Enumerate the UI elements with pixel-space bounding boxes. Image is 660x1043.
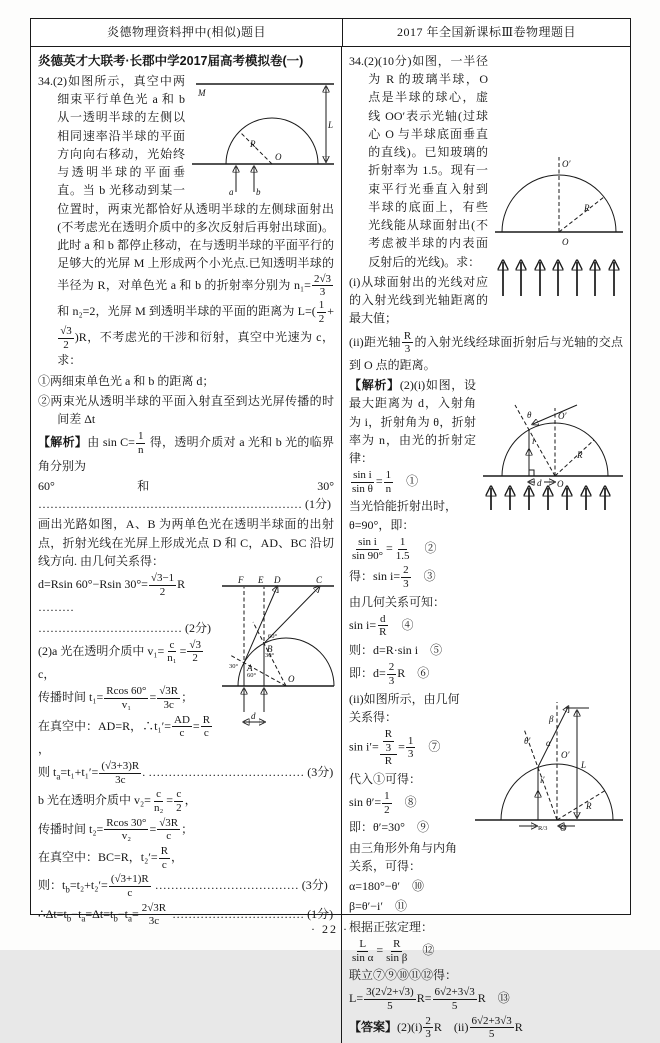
label-O-prime: O′ (562, 159, 571, 169)
right-solution-line: sin θ′= $\frac{1}{2}$ ⑧ (349, 790, 417, 816)
right-solution-line: 由几何关系可知： (349, 594, 446, 609)
left-solution-line: 在真空中：BC=R，t₂′= $\frac{R}{c}$ ， (38, 844, 184, 871)
left-solution-line: 则：$t_b=t_2+t_2'=$ $\frac{(√3+1)R}{c}$ ……………………………… (3分) (38, 873, 328, 899)
left-problem-text: M R O a b L 34.(2)如图所示，真空中两细束平行单色光 a 和 b 从一透明半球的左侧以相同速率沿半球的平面方向向右移动，光始终与透明半球的平面垂直。当 b 光移动到某一位置时，两束光都恰好从透明半球的左侧球面射出(不考虑光在透明介质中的多次反射后再射出球面)。此时 a 和 b 都停止移动，在与透明半球的平面平行的足够大的光屏 M 上形成两个小光点.已知透明半球的半径为 R，对单色光 a 和 b 的折射率分别为 n₁= $\frac{2√3}{3}$ 和 n₂=2，光屏 M 到透明半球的平面的距离为 L=( $\frac{1}{2}$ + $\frac{√3}{2}$ )R，不考虑光的干涉和衍射，真空中光速为 c，求： (38, 74, 334, 368)
right-solution-line: 得：sin i= $\frac{2}{3}$ ③ (349, 564, 436, 590)
label-R-over-3: R/3 (538, 824, 548, 832)
right-solution-line: 联立⑦⑨⑩⑪⑫得： (349, 968, 458, 983)
ray-path-diagram (222, 574, 334, 730)
right-solution-line: α=180°−θ′ ⑩ (349, 879, 424, 894)
label-O: O (560, 822, 567, 833)
right-solution-line: 则：d=R·sin i ⑤ (349, 643, 443, 658)
label-angle-30b: 30° (265, 652, 275, 660)
label-B: B (267, 644, 273, 655)
incident-light-arrows (503, 262, 614, 296)
right-angle-mark (529, 470, 534, 476)
label-i-prime: i′ (540, 774, 545, 785)
refraction-crossing-diagram (475, 692, 623, 858)
label-O-prime: O′ (561, 749, 570, 760)
right-solution-figure-2 (475, 692, 623, 858)
label-O: O (562, 237, 569, 247)
right-solution-line: 由三角形外角与内角关系，可得： (349, 840, 458, 873)
right-solution-line: 即：θ′=30° ⑨ (349, 820, 429, 835)
label-d: d (537, 478, 542, 489)
right-problem-figure (495, 54, 623, 302)
right-solution-line: $\frac{\text{sin i}}{\text{sin θ}}$ = $\frac{1}{n}$ ① (352, 469, 419, 495)
left-solution-line: F E D C A B O 30° 60° 60° 30° d d=Rsin 60°−Rsin 30°= $\frac{√3-1}{2}$ R ……… (38, 572, 334, 617)
left-solution-line: 画出光路如图，A、B 为两单色光在透明半球面的出射点，折射光线在光屏上形成光点 D 和 C，AD、BC 沿切线方向. 由几何关系得： (38, 517, 334, 568)
left-question-1: ①两细束单色光 a 和 b 的距离 d； (38, 373, 215, 388)
label-O-prime: O′ (558, 411, 567, 422)
label-d: d (251, 711, 256, 722)
right-solution-line: sin i= $\frac{d}{R}$ ④ (349, 612, 414, 639)
right-solution-line: $\frac{L}{\text{sin α}}$ = $\frac{R}{\text{sin β}}$ ⑫ (352, 937, 435, 964)
right-solution-figure-1 (483, 378, 623, 516)
label-theta: θ (527, 410, 532, 421)
right-solution-line: 代入①可得： (349, 771, 422, 786)
right-solution-line: 根据正弦定理： (349, 919, 434, 934)
right-column (342, 47, 630, 1043)
critical-angle-diagram (483, 378, 623, 516)
label-beta: β (549, 713, 554, 724)
label-theta-prime: θ′ (524, 735, 531, 746)
label-R: R (577, 450, 583, 461)
left-solution-line: $\therefore\Delta t=t_b-t_a=\Delta t=t_b-t_a=$ $\frac{2√3R}{3c}$ …………………………… (1分) (38, 901, 334, 928)
label-D: D (274, 575, 281, 586)
incident-light-arrows (491, 488, 605, 510)
right-solution-line: L= $\frac{3(2√2+√3)}{5}$ R= $\frac{6√2+3√3}{5}$ R ⑬ (349, 986, 510, 1013)
label-M: M (198, 88, 206, 98)
left-solution-line: ……………………………… (2分) (38, 620, 211, 635)
label-F: F (238, 575, 244, 586)
left-paper-title: 炎德英才大联考·长郡中学2017届高考模拟卷(一) (38, 54, 304, 68)
left-solution-line: 传播时间 t₂= $\frac{Rcos 30^\circ}{\text{v₂}}$ = $\frac{√3R}{c}$ ； (38, 816, 194, 843)
label-E: E (258, 575, 264, 586)
left-question-2: ②两束光从透明半球的平面入射直至到达光屏传播的时间差 Δt (38, 393, 334, 427)
label-L: L (581, 759, 587, 770)
label-ray-a: a (229, 187, 234, 197)
label-L: L (328, 120, 334, 130)
right-answer-line: 【答案】(2)(i) $\frac{2}{3}$ R (ii) $\frac{6√2+3√3}{5}$ R (349, 1014, 523, 1041)
left-solution-line: 【解析】由 sin C= $\frac{1}{n}$ 得，透明介质对 a 光和 b 光的临界角分别为 (38, 430, 334, 473)
left-column (31, 47, 342, 1043)
right-solution-line: O′ R θ i d O 【解析】(2)(i)如图，设最大距离为 d，入射角为 i，折射角为 θ，折射率为 n，由光的折射定律： (349, 376, 623, 467)
two-column-body (31, 47, 630, 1043)
label-R: R (586, 800, 592, 811)
header-right-title: 2017 年全国新课标Ⅲ卷物理题目 (396, 25, 577, 39)
left-problem-figure (192, 74, 334, 196)
label-O: O (557, 479, 564, 490)
label-O: O (275, 152, 282, 162)
right-question-ii: (ii)距光轴 $\frac{R}{3}$ 的入射光线经球面折射后与光轴的交点到 O 点的距离。 (349, 329, 623, 372)
header-row (31, 19, 630, 47)
right-solution-line: β=θ′−i′ ⑪ (349, 899, 407, 914)
left-solution-line: (2)a 光在透明介质中 v₁= $\frac{c}{\text{n₁}}$ = $\frac{√3}{2}$ c， (38, 638, 201, 682)
left-solution-line: b 光在透明介质中 v₂= $\frac{c}{\text{n₂}}$ = $\frac{c}{2}$ ， (38, 788, 197, 815)
right-solution-line: sin i′= $\frac{\frac{R}{3}}{R}$ = $\frac{1}{3}$ ⑦ (349, 728, 441, 768)
right-problem-text: O′ R O 34.(2)(10分)如图，一半径为 R 的玻璃半球，O 点是半球的球心，虚线 OO′表示光轴(过球心 O 与半球底面垂直的直线)。已知玻璃的折射率为 1.5。现有一束平行光垂直入射到半球的底面上，有些光线能从球面射出(不考虑被半球的内表面反射后的光线)。求： (349, 52, 623, 271)
right-question-i: (i)从球面射出的光线对应的入射光线到光轴距离的最大值； (349, 274, 488, 326)
label-C: C (316, 575, 323, 586)
header-left-title: 炎德物理资料押中(相似)题目 (31, 19, 343, 46)
label-angle-30: 30° (229, 663, 239, 671)
left-solution-line: 60°和 30° ………………………………………………………… (1分) (38, 478, 334, 512)
hemisphere-arc (226, 118, 318, 164)
left-solution-figure (222, 574, 334, 730)
label-i: i (532, 436, 535, 447)
glass-hemisphere-diagram (495, 54, 623, 302)
right-solution-line: 即：d= $\frac{2}{3}$ R ⑥ (349, 661, 430, 687)
label-angle-60: 60° (247, 672, 257, 680)
label-angle-60b: 60° (268, 633, 278, 641)
page-number: · 22 · (311, 922, 349, 936)
right-solution-line: $\frac{\text{sin i}}{\sin 90^\circ}$ = $\frac{1}{1.5}$ ② (352, 535, 437, 562)
label-R: R (250, 139, 256, 149)
left-solution-line: 在真空中：AD=R，∴t₁′= $\frac{AD}{c}$ = $\frac{R}{c}$ ， (38, 713, 211, 756)
label-O: O (288, 674, 295, 685)
content-frame (30, 18, 631, 1041)
label-R: R (584, 203, 590, 213)
label-alpha: α (546, 737, 551, 748)
right-solution-line: L θ′ β α O′ i′ R R/3 O (ii)如图所示，由几何关系得： (349, 690, 623, 726)
hemisphere-screen-diagram (192, 74, 334, 196)
label-ray-b: b (256, 187, 261, 197)
right-solution-line: 当光恰能折射出时，θ=90°，即： (349, 499, 458, 532)
label-A: A (247, 663, 253, 674)
left-solution-line: 传播时间 t₁= $\frac{Rcos 60^\circ}{\text{v₁}}$ = $\frac{√3R}{3c}$ ； (38, 685, 194, 711)
left-solution-line: 则 $t_a=t_1+t_1'=$ $\frac{(√3+3)R}{3c}$ . ………………………………… (3分) (38, 760, 334, 786)
